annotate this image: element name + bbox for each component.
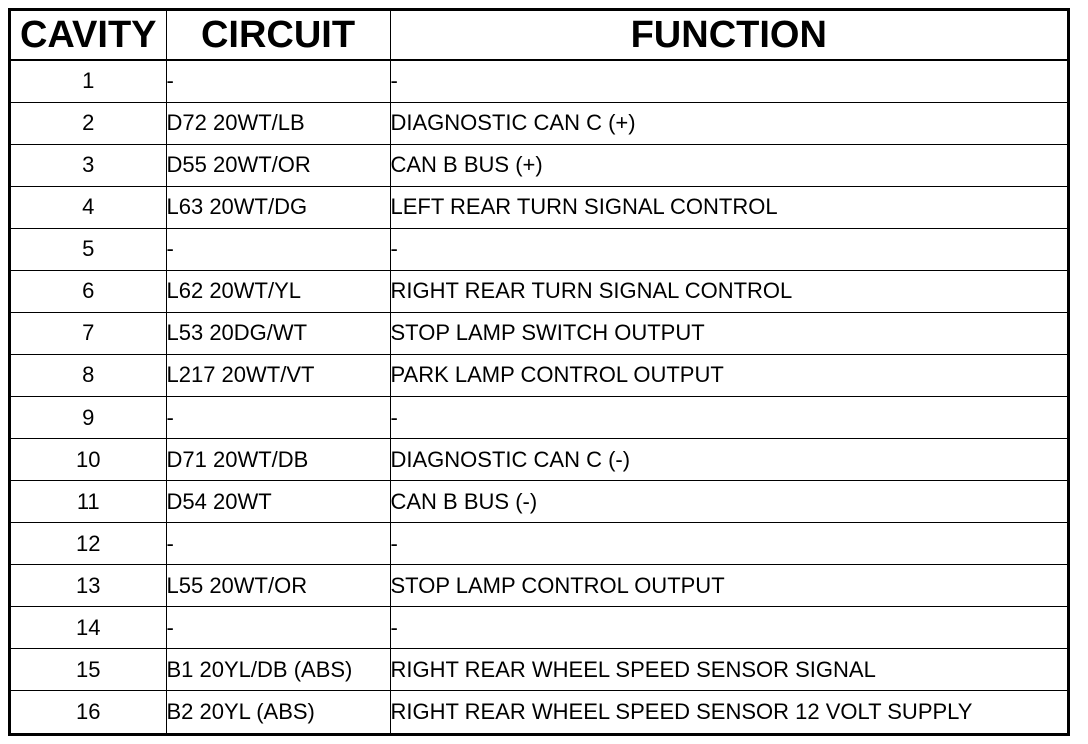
function-cell: RIGHT REAR WHEEL SPEED SENSOR SIGNAL (390, 649, 1067, 691)
cavity-cell: 10 (11, 439, 166, 481)
circuit-cell: - (166, 397, 390, 439)
function-cell: - (390, 397, 1067, 439)
function-cell: CAN B BUS (+) (390, 144, 1067, 186)
table-row (11, 481, 1067, 523)
circuit-cell: D72 20WT/LB (166, 102, 390, 144)
circuit-cell: D54 20WT (166, 481, 390, 523)
table-row (11, 144, 1067, 186)
cavity-cell: 7 (11, 312, 166, 354)
function-cell: DIAGNOSTIC CAN C (+) (390, 102, 1067, 144)
table-row (11, 439, 1067, 481)
circuit-cell: - (166, 60, 390, 102)
cavity-cell: 9 (11, 397, 166, 439)
circuit-cell: L217 20WT/VT (166, 354, 390, 396)
function-cell: LEFT REAR TURN SIGNAL CONTROL (390, 186, 1067, 228)
function-cell: - (390, 523, 1067, 565)
table-row (11, 397, 1067, 439)
cavity-cell: 13 (11, 565, 166, 607)
circuit-cell: L53 20DG/WT (166, 312, 390, 354)
cavity-cell: 11 (11, 481, 166, 523)
cavity-cell: 6 (11, 270, 166, 312)
circuit-cell: D55 20WT/OR (166, 144, 390, 186)
connector-pinout-table (11, 11, 1067, 733)
table-row (11, 523, 1067, 565)
cavity-cell: 8 (11, 354, 166, 396)
cavity-cell: 3 (11, 144, 166, 186)
function-cell: STOP LAMP CONTROL OUTPUT (390, 565, 1067, 607)
circuit-cell: B1 20YL/DB (ABS) (166, 649, 390, 691)
circuit-cell: L62 20WT/YL (166, 270, 390, 312)
circuit-column-header: CIRCUIT (166, 11, 390, 60)
function-column-header: FUNCTION (390, 11, 1067, 60)
table-row (11, 186, 1067, 228)
cavity-cell: 12 (11, 523, 166, 565)
table-row (11, 565, 1067, 607)
table-row (11, 649, 1067, 691)
cavity-cell: 4 (11, 186, 166, 228)
function-cell: RIGHT REAR WHEEL SPEED SENSOR 12 VOLT SUPPLY (390, 691, 1067, 733)
function-cell: STOP LAMP SWITCH OUTPUT (390, 312, 1067, 354)
cavity-cell: 14 (11, 607, 166, 649)
circuit-cell: - (166, 607, 390, 649)
cavity-cell: 15 (11, 649, 166, 691)
header-row (11, 11, 1067, 60)
cavity-cell: 16 (11, 691, 166, 733)
table-row (11, 312, 1067, 354)
table-row (11, 60, 1067, 102)
circuit-cell: - (166, 228, 390, 270)
cavity-cell: 2 (11, 102, 166, 144)
cavity-column-header: CAVITY (11, 11, 166, 60)
table-row (11, 270, 1067, 312)
function-cell: DIAGNOSTIC CAN C (-) (390, 439, 1067, 481)
cavity-cell: 1 (11, 60, 166, 102)
cavity-cell: 5 (11, 228, 166, 270)
function-cell: - (390, 60, 1067, 102)
table-row (11, 607, 1067, 649)
function-cell: PARK LAMP CONTROL OUTPUT (390, 354, 1067, 396)
function-cell: - (390, 607, 1067, 649)
function-cell: - (390, 228, 1067, 270)
circuit-cell: B2 20YL (ABS) (166, 691, 390, 733)
table-row (11, 354, 1067, 396)
table-row (11, 102, 1067, 144)
circuit-cell: L63 20WT/DG (166, 186, 390, 228)
circuit-cell: L55 20WT/OR (166, 565, 390, 607)
function-cell: CAN B BUS (-) (390, 481, 1067, 523)
table-row (11, 691, 1067, 733)
circuit-cell: D71 20WT/DB (166, 439, 390, 481)
table-row (11, 228, 1067, 270)
connector-pinout-sheet (8, 8, 1070, 736)
function-cell: RIGHT REAR TURN SIGNAL CONTROL (390, 270, 1067, 312)
circuit-cell: - (166, 523, 390, 565)
